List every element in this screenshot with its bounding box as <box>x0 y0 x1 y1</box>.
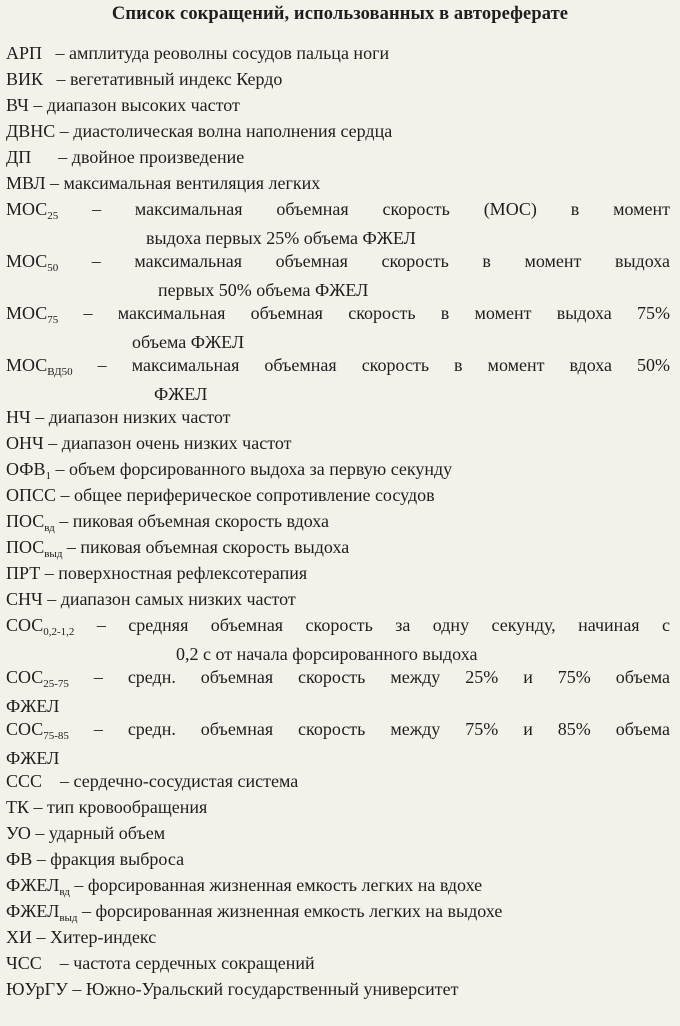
separator-dash: – <box>45 173 64 193</box>
abbreviation-subscript: вд <box>59 886 70 898</box>
entry-line <box>6 901 503 924</box>
separator-dash: – <box>68 667 128 687</box>
entry-line <box>6 248 670 277</box>
entry-line <box>6 771 298 791</box>
abbreviation-list <box>6 40 670 1002</box>
abbreviation: ДВНС <box>6 121 56 141</box>
abbreviation-entry <box>6 92 670 118</box>
definition: амплитуда реоволны сосудов пальца ноги <box>69 43 390 63</box>
abbreviation-subscript: 75 <box>47 314 59 326</box>
separator-dash: – <box>32 849 51 869</box>
definition: максимальная вентиляция легких <box>63 173 321 193</box>
abbreviation-entry <box>6 534 670 560</box>
definition: ударный объем <box>48 823 166 843</box>
definition: частота сердечных сокращений <box>73 953 315 973</box>
definition: двойное произведение <box>71 147 245 167</box>
definition: сердечно-сосудистая система <box>73 771 299 791</box>
abbreviation-entry <box>6 40 670 66</box>
abbreviation-entry <box>6 768 670 794</box>
abbreviation-entry <box>6 664 670 716</box>
abbreviation: ФВ <box>6 849 33 869</box>
definition-continuation: 0,2 с от начала форсированного выдоха <box>176 644 478 664</box>
definition: фракция выброса <box>50 849 185 869</box>
definition: средняя объемная скорость за одну секунду, начиная с <box>128 615 671 635</box>
entry-line <box>6 953 315 973</box>
definition: общее периферическое сопротивление сосудов <box>74 485 435 505</box>
abbreviation-entry <box>6 586 670 612</box>
definition-continuation: ФЖЕЛ <box>6 748 60 768</box>
abbreviation-entry <box>6 612 670 664</box>
entry-line <box>6 979 458 999</box>
definition: форсированная жизненная емкость легких на вдохе <box>87 875 483 895</box>
abbreviation-entry <box>6 66 670 92</box>
abbreviation: МОС <box>6 303 48 323</box>
separator-dash: – <box>42 771 74 791</box>
abbreviation: МОС <box>6 355 48 375</box>
abbreviation-subscript: выд <box>44 548 63 560</box>
separator-dash: – <box>50 459 69 479</box>
entry-line <box>6 875 483 898</box>
entry-line <box>6 407 231 427</box>
entry-line <box>6 173 320 193</box>
abbreviation: СНЧ <box>6 589 43 609</box>
definition: объем форсированного выдоха за первую секунду <box>68 459 453 479</box>
abbreviation-entry <box>6 352 670 404</box>
separator-dash: – <box>41 953 74 973</box>
separator-dash: – <box>67 979 86 999</box>
abbreviation: МВЛ <box>6 173 46 193</box>
definition: Хитер-индекс <box>50 927 157 947</box>
abbreviation-subscript: выд <box>59 912 78 924</box>
abbreviation: ФЖЕЛ <box>6 875 60 895</box>
abbreviation-entry <box>6 404 670 430</box>
separator-dash: – <box>29 797 48 817</box>
entry-line <box>6 196 670 225</box>
entry-line <box>6 716 670 745</box>
abbreviation-entry <box>6 794 670 820</box>
abbreviation: НЧ <box>6 407 31 427</box>
abbreviation: ФЖЕЛ <box>6 901 60 921</box>
entry-line <box>6 849 184 869</box>
abbreviation-entry <box>6 872 670 898</box>
definition: максимальная объемная скорость (МОС) в момент <box>134 199 670 219</box>
definition: пиковая объемная скорость выдоха <box>80 537 350 557</box>
abbreviation-entry <box>6 560 670 586</box>
entry-line <box>6 927 156 947</box>
definition-continuation: выдоха первых 25% объема ФЖЕЛ <box>146 228 416 248</box>
separator-dash: – <box>32 927 50 947</box>
separator-dash: – <box>43 433 62 453</box>
entry-line <box>6 433 291 453</box>
separator-dash: – <box>30 823 49 843</box>
abbreviation-subscript: 50 <box>47 262 59 274</box>
abbreviation-subscript: 75-85 <box>43 730 69 742</box>
entry-line <box>6 95 240 115</box>
definition-continuation: первых 50% объема ФЖЕЛ <box>158 280 369 300</box>
abbreviation-entry <box>6 144 670 170</box>
definition: максимальная объемная скорость в момент выдоха <box>134 251 671 271</box>
entry-line <box>6 511 330 534</box>
abbreviation-entry <box>6 196 670 248</box>
abbreviation-entry <box>6 170 670 196</box>
abbreviation-subscript: 25 <box>47 210 59 222</box>
definition: диапазон высоких частот <box>46 95 240 115</box>
entry-line <box>6 352 670 381</box>
separator-dash: – <box>68 719 128 739</box>
abbreviation: ДП <box>6 147 32 167</box>
separator-dash: – <box>42 43 70 63</box>
abbreviation: ПРТ <box>6 563 41 583</box>
abbreviation-subscript: 1 <box>45 470 51 482</box>
entry-line <box>6 823 165 843</box>
separator-dash: – <box>40 563 59 583</box>
separator-dash: – <box>58 303 118 323</box>
abbreviation: МОС <box>6 199 48 219</box>
abbreviation-entry <box>6 950 670 976</box>
page-title: Список сокращений, использованных в автореферате <box>111 4 569 24</box>
separator-dash: – <box>31 147 72 167</box>
abbreviation: ЧСС <box>6 953 42 973</box>
entry-line <box>6 664 670 693</box>
definition: средн. объемная скорость между 25% и 75% объема <box>127 667 670 687</box>
abbreviation-entry <box>6 456 670 482</box>
abbreviation: ССС <box>6 771 43 791</box>
separator-dash: – <box>58 199 135 219</box>
separator-dash: – <box>62 537 81 557</box>
entry-line <box>6 69 282 89</box>
entry-line <box>6 537 350 560</box>
separator-dash: – <box>42 589 61 609</box>
separator-dash: – <box>56 485 75 505</box>
definition: максимальная объемная скорость в момент выдоха 75% <box>117 303 671 323</box>
abbreviation-subscript: 0,2-1,2 <box>43 626 75 638</box>
separator-dash: – <box>69 875 88 895</box>
abbreviation-entry <box>6 508 670 534</box>
entry-line <box>6 612 670 641</box>
definition: тип кровообращения <box>47 797 208 817</box>
entry-line <box>6 300 670 329</box>
definition: диапазон самых низких частот <box>60 589 296 609</box>
abbreviation-entry <box>6 976 670 1002</box>
entry-line <box>6 797 207 817</box>
abbreviation-subscript: вд <box>44 522 55 534</box>
abbreviation-entry <box>6 118 670 144</box>
separator-dash: – <box>28 95 47 115</box>
separator-dash: – <box>54 511 73 531</box>
abbreviation-entry <box>6 248 670 300</box>
definition: диапазон очень низких частот <box>61 433 292 453</box>
definition: вегетативный индекс Кердо <box>70 69 283 89</box>
entry-line <box>6 563 307 583</box>
abbreviation-entry <box>6 482 670 508</box>
abbreviation: ОПСС <box>6 485 57 505</box>
definition: форсированная жизненная емкость легких на выдохе <box>95 901 503 921</box>
definition: диапазон низких частот <box>48 407 231 427</box>
definition: диастолическая волна наполнения сердца <box>73 121 393 141</box>
separator-dash: – <box>58 251 135 271</box>
abbreviation-entry <box>6 716 670 768</box>
abbreviation: ПОС <box>6 537 45 557</box>
abbreviation: СОС <box>6 615 44 635</box>
abbreviation: ЮУрГУ <box>6 979 68 999</box>
definition: пиковая объемная скорость вдоха <box>72 511 330 531</box>
entry-line <box>6 43 389 63</box>
entry-line <box>6 485 435 505</box>
entry-line <box>6 589 296 609</box>
separator-dash: – <box>74 615 129 635</box>
separator-dash: – <box>55 121 74 141</box>
entry-line <box>6 121 392 141</box>
entry-line <box>6 459 453 482</box>
definition-continuation: объема ФЖЕЛ <box>132 332 245 352</box>
abbreviation-subscript: ВД50 <box>47 366 73 378</box>
abbreviation: ВЧ <box>6 95 29 115</box>
definition: поверхностная рефлексотерапия <box>58 563 308 583</box>
abbreviation: ОНЧ <box>6 433 44 453</box>
abbreviation-entry <box>6 300 670 352</box>
abbreviation-entry <box>6 924 670 950</box>
abbreviation: АРП <box>6 43 43 63</box>
abbreviation-entry <box>6 898 670 924</box>
abbreviation: МОС <box>6 251 48 271</box>
separator-dash: – <box>43 69 71 89</box>
abbreviation: ПОС <box>6 511 45 531</box>
definition: средн. объемная скорость между 75% и 85% объема <box>127 719 670 739</box>
definition-continuation: ФЖЕЛ <box>154 384 208 404</box>
abbreviation-subscript: 25-75 <box>43 678 69 690</box>
definition: Южно-Уральский государственный университет <box>85 979 459 999</box>
abbreviation: ОФВ <box>6 459 46 479</box>
abbreviation: ТК <box>6 797 30 817</box>
separator-dash: – <box>30 407 49 427</box>
abbreviation: СОС <box>6 667 44 687</box>
abbreviation: ХИ <box>6 927 32 947</box>
separator-dash: – <box>77 901 96 921</box>
abbreviation: СОС <box>6 719 44 739</box>
definition-continuation: ФЖЕЛ <box>6 696 60 716</box>
abbreviation-entry <box>6 430 670 456</box>
separator-dash: – <box>72 355 132 375</box>
abbreviation-entry <box>6 846 670 872</box>
abbreviation-entry <box>6 820 670 846</box>
entry-line <box>6 147 244 167</box>
definition: максимальная объемная скорость в момент вдоха 50% <box>131 355 671 375</box>
abbreviation: УО <box>6 823 31 843</box>
abbreviation: ВИК <box>6 69 44 89</box>
